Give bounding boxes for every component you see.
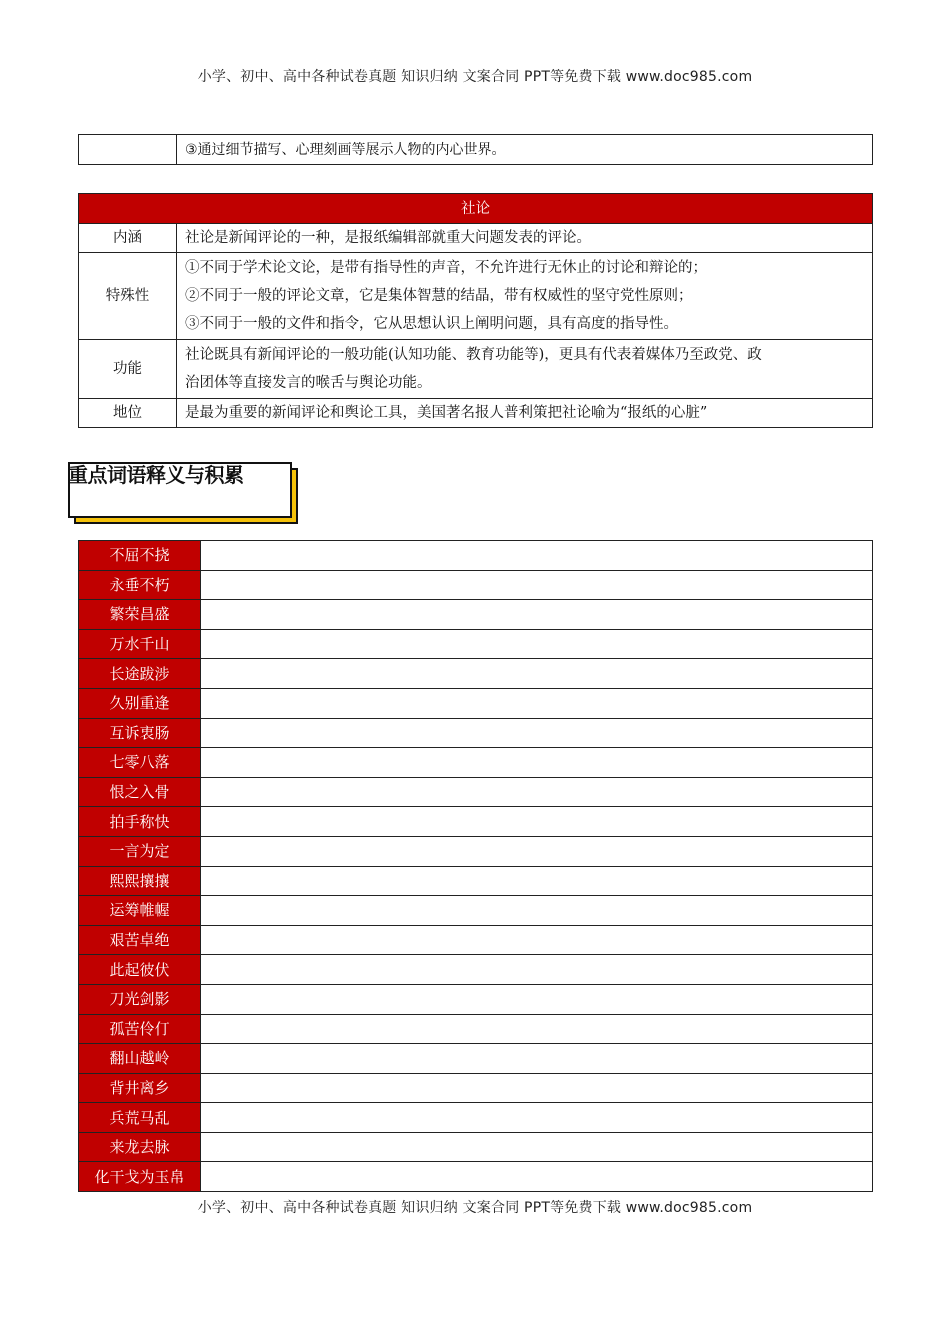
vocab-row — [79, 600, 873, 630]
vocab-definition-blank — [201, 955, 873, 985]
vocab-definition-blank — [201, 659, 873, 689]
continuation-label — [79, 135, 177, 165]
editorial-row-status — [79, 399, 873, 428]
editorial-row-text — [177, 253, 873, 340]
vocab-row — [79, 748, 873, 778]
vocab-term: 不屈不挠 — [79, 541, 201, 571]
vocab-row — [79, 659, 873, 689]
editorial-line: 社论是新闻评论的一种，是报纸编辑部就重大问题发表的评论。 — [185, 230, 591, 246]
editorial-row-function — [79, 340, 873, 399]
editorial-line: ②不同于一般的评论文章，它是集体智慧的结晶，带有权威性的坚守党性原则； — [185, 288, 693, 304]
vocab-row — [79, 866, 873, 896]
editorial-line: ③不同于一般的文件和指令，它从思想认识上阐明问题，具有高度的指导性。 — [185, 316, 678, 332]
editorial-line: 社论既具有新闻评论的一般功能(认知功能、教育功能等)，更具有代表着媒体乃至政党、政 — [185, 347, 762, 363]
vocab-definition-blank — [201, 836, 873, 866]
editorial-row-label: 内涵 — [79, 224, 177, 253]
vocab-row — [79, 807, 873, 837]
vocab-term: 恨之入骨 — [79, 777, 201, 807]
vocab-definition-blank — [201, 896, 873, 926]
vocab-definition-blank — [201, 984, 873, 1014]
vocab-definition-blank — [201, 1014, 873, 1044]
vocab-definition-blank — [201, 600, 873, 630]
section-heading — [68, 462, 300, 526]
vocab-term: 此起彼伏 — [79, 955, 201, 985]
vocab-row — [79, 688, 873, 718]
vocab-table — [78, 540, 873, 1192]
vocab-term: 熙熙攘攘 — [79, 866, 201, 896]
vocab-row — [79, 955, 873, 985]
editorial-row-label: 功能 — [79, 340, 177, 399]
vocab-term: 来龙去脉 — [79, 1132, 201, 1162]
editorial-row-text — [177, 340, 873, 399]
vocab-term: 运筹帷幄 — [79, 896, 201, 926]
page-footer: 小学、初中、高中各种试卷真题 知识归纳 文案合同 PPT等免费下载 www.doc985.com — [197, 1200, 753, 1216]
vocab-term: 万水千山 — [79, 629, 201, 659]
vocab-row — [79, 896, 873, 926]
section-heading-text: 重点词语释义与积累 — [68, 463, 244, 487]
vocab-definition-blank — [201, 718, 873, 748]
vocab-definition-blank — [201, 1103, 873, 1133]
vocab-term: 艰苦卓绝 — [79, 925, 201, 955]
vocab-definition-blank — [201, 777, 873, 807]
vocab-row — [79, 984, 873, 1014]
editorial-line: ①不同于学术论文论，是带有指导性的声音，不允许进行无休止的讨论和辩论的； — [185, 260, 707, 276]
vocab-term: 兵荒马乱 — [79, 1103, 201, 1133]
vocab-row — [79, 570, 873, 600]
vocab-definition-blank — [201, 541, 873, 571]
vocab-definition-blank — [201, 570, 873, 600]
vocab-term: 七零八落 — [79, 748, 201, 778]
vocab-term: 刀光剑影 — [79, 984, 201, 1014]
vocab-definition-blank — [201, 629, 873, 659]
continuation-table — [78, 134, 873, 165]
vocab-definition-blank — [201, 1073, 873, 1103]
vocab-definition-blank — [201, 807, 873, 837]
vocab-row — [79, 1162, 873, 1192]
vocab-term: 一言为定 — [79, 836, 201, 866]
vocab-term: 翻山越岭 — [79, 1044, 201, 1074]
vocab-term: 拍手称快 — [79, 807, 201, 837]
editorial-title: 社论 — [79, 194, 873, 224]
vocab-definition-blank — [201, 1044, 873, 1074]
vocab-term: 永垂不朽 — [79, 570, 201, 600]
vocab-term: 久别重逢 — [79, 688, 201, 718]
vocab-term: 繁荣昌盛 — [79, 600, 201, 630]
vocab-definition-blank — [201, 1162, 873, 1192]
editorial-row-text — [177, 399, 873, 428]
vocab-term: 长途跋涉 — [79, 659, 201, 689]
continuation-text: ③通过细节描写、心理刻画等展示人物的内心世界。 — [177, 135, 873, 165]
vocab-definition-blank — [201, 866, 873, 896]
editorial-table — [78, 193, 873, 428]
vocab-definition-blank — [201, 748, 873, 778]
editorial-line: 治团体等直接发言的喉舌与舆论功能。 — [185, 375, 432, 391]
vocab-definition-blank — [201, 925, 873, 955]
editorial-row-label: 特殊性 — [79, 253, 177, 340]
vocab-row — [79, 541, 873, 571]
editorial-row-label: 地位 — [79, 399, 177, 428]
vocab-row — [79, 1132, 873, 1162]
vocab-term: 互诉衷肠 — [79, 718, 201, 748]
vocab-row — [79, 1014, 873, 1044]
editorial-row-connotation — [79, 224, 873, 253]
vocab-definition-blank — [201, 688, 873, 718]
page-header: 小学、初中、高中各种试卷真题 知识归纳 文案合同 PPT等免费下载 www.doc985.com — [197, 69, 753, 85]
vocab-row — [79, 1073, 873, 1103]
vocab-row — [79, 836, 873, 866]
editorial-title-row — [79, 194, 873, 224]
editorial-row-text — [177, 224, 873, 253]
vocab-term: 背井离乡 — [79, 1073, 201, 1103]
editorial-row-specialty — [79, 253, 873, 340]
editorial-line: 是最为重要的新闻评论和舆论工具，美国著名报人普利策把社论喻为“报纸的心脏” — [185, 405, 708, 421]
vocab-body — [79, 541, 873, 1192]
vocab-term: 孤苦伶仃 — [79, 1014, 201, 1044]
vocab-term: 化干戈为玉帛 — [79, 1162, 201, 1192]
vocab-row — [79, 1103, 873, 1133]
continuation-row — [79, 135, 873, 165]
vocab-row — [79, 777, 873, 807]
vocab-row — [79, 1044, 873, 1074]
vocab-definition-blank — [201, 1132, 873, 1162]
vocab-row — [79, 629, 873, 659]
vocab-row — [79, 718, 873, 748]
vocab-row — [79, 925, 873, 955]
